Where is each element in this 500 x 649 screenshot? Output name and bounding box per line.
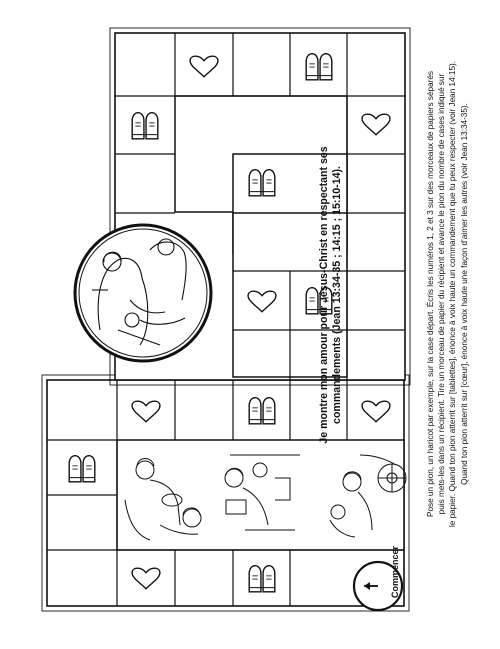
title-line-2: commandements (Jean 13:34-35 ; 14:15 ; 15:10-14). [331, 166, 343, 424]
heart-icon [132, 401, 160, 422]
heart-icon [362, 401, 390, 422]
stone-tablets-icon [249, 398, 275, 424]
heart-icon [132, 568, 160, 589]
instruction-line: puis mets-les dans un récipient. Tire un morceau de papier du récipient et avance le pion du nombre de cases indiqué sur [437, 73, 447, 515]
instruction-line: le papier. Quand ton pion atterrit sur [tablettes], énonce à voix haute un commandement que tu peux respecter (voir Jean 14:15). [448, 60, 458, 528]
stone-tablets-icon [69, 456, 95, 482]
instruction-line: Quand ton pion atterrit sur [cœur], énonce à voix haute une façon d’aimer les autres (voir Jean 13:34-35). [459, 103, 469, 485]
stone-tablets-icon [249, 566, 275, 592]
instruction-line: Pose un pion, un haricot par exemple, sur la case départ. Écris les numéros 1, 2 et 3 sur des morceaux de papiers séparés [426, 71, 435, 517]
start-label: Commencer [390, 545, 400, 598]
page-title [318, 0, 344, 595]
jesus-with-children-illustration [75, 225, 211, 361]
title-line-1: Je montre mon amour pour Jésus-Christ en respectant ses [318, 146, 330, 444]
game-instructions [425, 0, 470, 594]
